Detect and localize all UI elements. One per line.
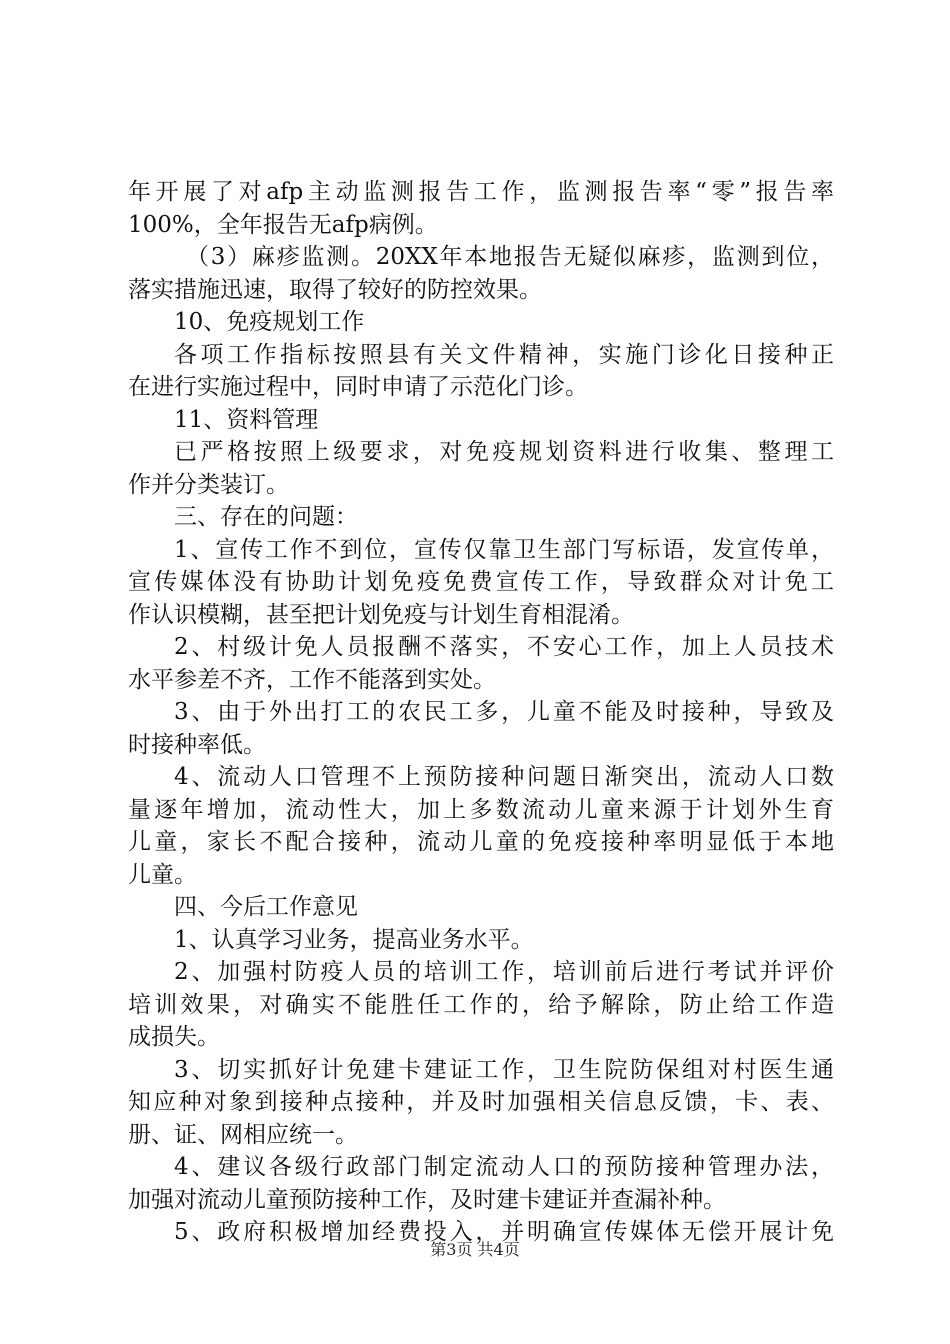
text-line: 作认识模糊，甚至把计划免疫与计划生育相混淆。 [128, 601, 634, 628]
text-line: 各项工作指标按照县有关文件精神，实施门诊化日接种正 [174, 341, 834, 368]
text-line: 时接种率低。 [128, 731, 266, 758]
text-line: 1、认真学习业务，提高业务水平。 [174, 926, 534, 953]
text-line: 4、建议各级行政部门制定流动人口的预防接种管理办法， [174, 1154, 834, 1180]
text-line: 4、流动人口管理不上预防接种问题日渐突出，流动人口数 [174, 764, 834, 790]
text-line: 儿童。 [128, 861, 197, 888]
text-line: 成损失。 [128, 1024, 220, 1050]
text-line: 已严格按照上级要求，对免疫规划资料进行收集、整理工 [174, 439, 834, 465]
text-line: 册、证、网相应统一。 [128, 1121, 358, 1148]
section-heading: 11、资料管理 [174, 406, 319, 433]
text-line: 1、宣传工作不到位，宣传仅靠卫生部门写标语，发宣传单， [174, 536, 834, 563]
section-heading: 四、今后工作意见 [174, 894, 358, 920]
text-line: 知应种对象到接种点接种，并及时加强相关信息反馈，卡、表、 [128, 1089, 834, 1115]
document-body [128, 176, 834, 1249]
text-line: 加强对流动儿童预防接种工作，及时建卡建证并查漏补种。 [128, 1186, 726, 1213]
text-line: 量逐年增加，流动性大，加上多数流动儿童来源于计划外生育 [128, 796, 834, 823]
section-heading: 三、存在的问题： [174, 504, 358, 530]
page-number-footer: 第3页 共4页 [430, 1240, 520, 1259]
text-line: 年开展了对afp主动监测报告工作，监测报告率“零”报告率 [128, 179, 834, 205]
text-line: 2、村级计免人员报酬不落实，不安心工作，加上人员技术 [174, 634, 834, 660]
text-line: 3、切实抓好计免建卡建证工作，卫生院防保组对村医生通 [174, 1056, 834, 1083]
text-line: 在进行实施过程中，同时申请了示范化门诊。 [128, 374, 588, 400]
text-line: 3、由于外出打工的农民工多，儿童不能及时接种，导致及 [174, 699, 834, 725]
text-line: 2、加强村防疫人员的培训工作，培训前后进行考试并评价 [174, 959, 834, 985]
text-line: 5、政府积极增加经费投入，并明确宣传媒体无偿开展计免 [174, 1219, 834, 1245]
text-line: 宣传媒体没有协助计划免疫免费宣传工作，导致群众对计免工 [128, 569, 834, 595]
text-line: 水平参差不齐，工作不能落到实处。 [128, 666, 496, 693]
text-line: 培训效果，对确实不能胜任工作的，给予解除，防止给工作造 [128, 991, 834, 1018]
text-line: 落实措施迅速，取得了较好的防控效果。 [128, 276, 542, 303]
text-line: 作并分类装订。 [128, 471, 289, 498]
text-line: （3）麻疹监测。20XX年本地报告无疑似麻疹，监测到位， [186, 244, 834, 270]
text-line: 儿童，家长不配合接种，流动儿童的免疫接种率明显低于本地 [128, 829, 834, 855]
section-heading: 10、免疫规划工作 [174, 309, 365, 335]
text-line: 100%，全年报告无afp病例。 [128, 211, 438, 238]
